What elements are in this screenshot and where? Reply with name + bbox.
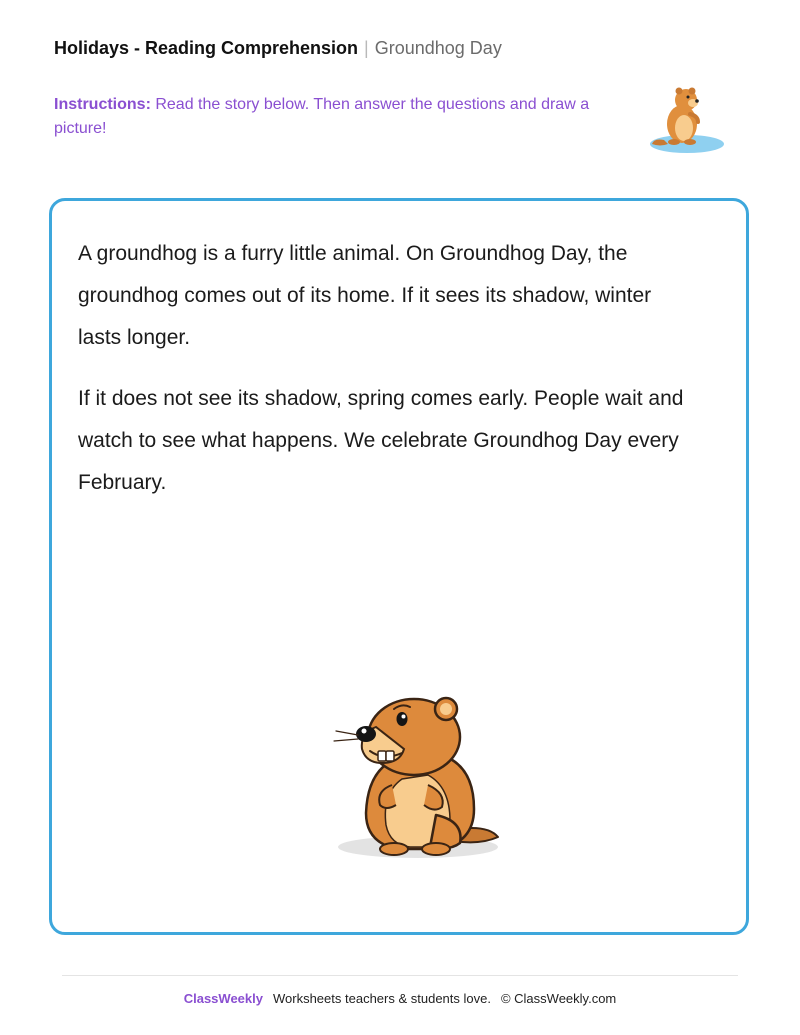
footer-brand: ClassWeekly bbox=[183, 991, 263, 1006]
story-paragraph-1: A groundhog is a furry little animal. On Groundhog Day, the groundhog comes out of its home. If it sees its shadow, winter lasts longer. bbox=[78, 242, 652, 349]
page-subtitle: Groundhog Day bbox=[374, 38, 502, 58]
groundhog-icon bbox=[646, 82, 728, 156]
footer-copyright: © ClassWeekly.com bbox=[500, 991, 617, 1006]
instructions-label: Instructions: bbox=[54, 96, 151, 113]
instructions-text: Read the story below. Then answer the questions and draw a picture! bbox=[54, 96, 590, 137]
page-footer bbox=[0, 990, 800, 1008]
story-paragraph-2: If it does not see its shadow, spring comes early. People wait and watch to see what happens. We celebrate Groundhog Day every February. bbox=[78, 387, 684, 494]
footer-tagline: Worksheets teachers & students love. bbox=[272, 991, 491, 1006]
story-box bbox=[49, 198, 749, 935]
page-title: Holidays - Reading Comprehension bbox=[54, 38, 359, 58]
footer-divider bbox=[62, 975, 738, 976]
title-separator: | bbox=[364, 38, 369, 58]
groundhog-illustration bbox=[332, 689, 512, 869]
page-header bbox=[54, 36, 502, 60]
instructions bbox=[54, 93, 614, 141]
story-text bbox=[78, 233, 698, 523]
